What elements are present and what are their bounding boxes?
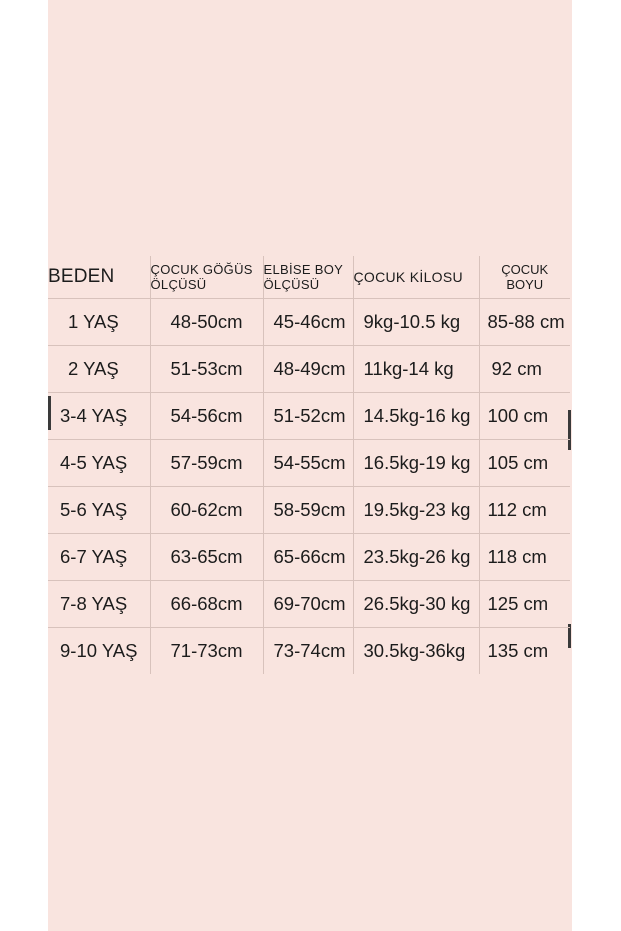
table-row [48,628,570,675]
cell-height: 85-88 cm [479,299,570,346]
cell-height: 100 cm [479,393,570,440]
cell-size: 3-4 YAŞ [48,393,150,440]
table-row [48,393,570,440]
table-row [48,534,570,581]
table-row [48,487,570,534]
header-beden: BEDEN [48,256,150,299]
cell-dress-length: 54-55cm [263,440,353,487]
cell-weight: 30.5kg-36kg [353,628,479,675]
header-chest: ÇOCUK GÖĞÜS ÖLÇÜSÜ [150,256,263,299]
cell-height: 118 cm [479,534,570,581]
cell-size: 4-5 YAŞ [48,440,150,487]
cell-dress-length: 45-46cm [263,299,353,346]
table-row [48,440,570,487]
cell-height: 112 cm [479,487,570,534]
cell-size: 1 YAŞ [48,299,150,346]
cell-chest: 63-65cm [150,534,263,581]
cell-weight: 16.5kg-19 kg [353,440,479,487]
cell-size: 6-7 YAŞ [48,534,150,581]
cell-height: 125 cm [479,581,570,628]
cell-dress-length: 73-74cm [263,628,353,675]
header-dress-length: ELBİSE BOY ÖLÇÜSÜ [263,256,353,299]
size-chart-table [48,256,570,674]
header-weight: ÇOCUK KİLOSU [353,256,479,299]
table-row [48,299,570,346]
cell-height: 92 cm [479,346,570,393]
cell-chest: 60-62cm [150,487,263,534]
cell-chest: 51-53cm [150,346,263,393]
cell-weight: 19.5kg-23 kg [353,487,479,534]
table-row [48,581,570,628]
cell-chest: 66-68cm [150,581,263,628]
cell-size: 5-6 YAŞ [48,487,150,534]
cell-chest: 71-73cm [150,628,263,675]
cell-dress-length: 69-70cm [263,581,353,628]
cell-weight: 9kg-10.5 kg [353,299,479,346]
cell-weight: 23.5kg-26 kg [353,534,479,581]
header-height: ÇOCUK BOYU [479,256,570,299]
cell-size: 7-8 YAŞ [48,581,150,628]
cell-dress-length: 48-49cm [263,346,353,393]
cell-dress-length: 58-59cm [263,487,353,534]
table-row [48,346,570,393]
cell-height: 135 cm [487,640,549,661]
cell-chest: 57-59cm [150,440,263,487]
cell-size: 2 YAŞ [48,346,150,393]
cell-size: 9-10 YAŞ [48,628,150,675]
cell-chest: 48-50cm [150,299,263,346]
cell-weight: 14.5kg-16 kg [353,393,479,440]
cell-dress-length: 51-52cm [263,393,353,440]
cell-weight: 26.5kg-30 kg [353,581,479,628]
cell-weight: 11kg-14 kg [353,346,479,393]
header-row [48,256,570,299]
cell-dress-length: 65-66cm [263,534,353,581]
cell-chest: 54-56cm [150,393,263,440]
cell-height: 105 cm [479,440,570,487]
